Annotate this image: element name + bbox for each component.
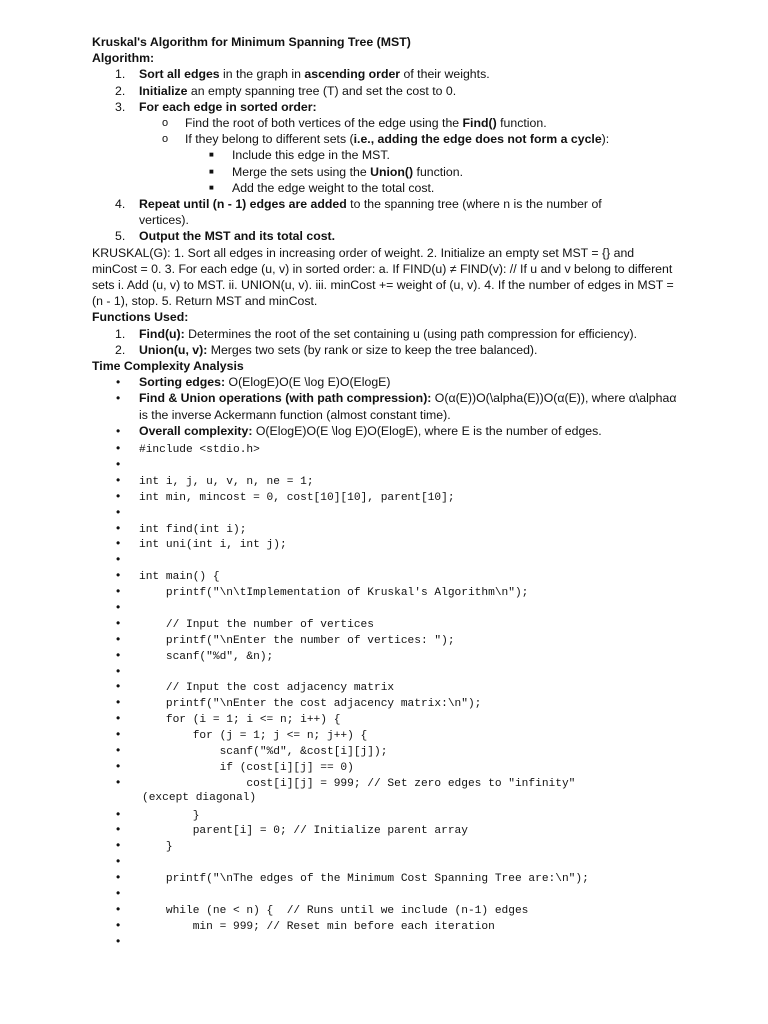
- bullet-icon: •: [116, 568, 121, 583]
- code-text: int min, mincost = 0, cost[10][10], parent[10];: [139, 491, 455, 504]
- code-text: min = 999; // Reset min before each iteration: [139, 920, 495, 933]
- bullet-icon: •: [116, 695, 121, 710]
- code-line: [92, 933, 682, 949]
- code-text: if (cost[i][j] == 0): [139, 761, 354, 774]
- complexity-label: Sorting edges:: [139, 375, 226, 390]
- complexity-label: Find & Union operations (with path compression):: [139, 391, 432, 406]
- square-bullet-icon: ■: [209, 182, 214, 192]
- bullet-icon: •: [116, 615, 121, 630]
- complexity-item: [92, 423, 682, 439]
- complexity-item: [92, 390, 682, 422]
- complexity-list: [92, 374, 682, 439]
- algorithm-step-continuation: [92, 212, 682, 228]
- sub-sub-step-text: Merge the sets using the: [232, 164, 371, 179]
- code-line: [92, 678, 682, 694]
- code-line: [92, 853, 682, 869]
- functions-heading: Functions Used:: [92, 310, 189, 325]
- code-text: scanf("%d", &cost[i][j]);: [139, 746, 388, 758]
- code-line: [92, 806, 682, 822]
- code-text: // Input the cost adjacency matrix: [139, 682, 395, 695]
- bullet-icon: •: [116, 758, 121, 773]
- bullet-icon: •: [116, 584, 121, 599]
- code-text: cost[i][j] = 999; // Set zero edges to "infinity": [139, 777, 576, 790]
- code-line: [92, 631, 682, 647]
- algorithm-step: [92, 99, 682, 115]
- code-line: [92, 504, 682, 520]
- code-line: [92, 520, 682, 536]
- code-text: printf("\nEnter the cost adjacency matrix:\n");: [139, 698, 482, 711]
- bullet-icon: •: [116, 679, 121, 694]
- sub-step-marker: o: [162, 133, 169, 146]
- bullet-icon: •: [116, 838, 121, 853]
- bullet-icon: •: [116, 375, 121, 390]
- bullet-icon: •: [116, 917, 121, 932]
- code-text: parent[i] = 0; // Initialize parent array: [139, 825, 468, 838]
- algorithm-sub-step: [92, 115, 682, 131]
- step-bold-text: Initialize: [139, 83, 188, 98]
- algorithm-sub-steps: [92, 115, 682, 196]
- code-text: printf("\nEnter the number of vertices: ");: [139, 634, 455, 647]
- code-line: [92, 488, 682, 504]
- document-title: Kruskal's Algorithm for Minimum Spanning Tree (MST): [92, 35, 411, 49]
- sub-step-text: If they belong to different sets (: [185, 132, 354, 147]
- code-text: }: [139, 809, 200, 822]
- bullet-icon: •: [116, 536, 121, 551]
- code-line: [92, 599, 682, 615]
- step-bold-text: Output the MST and its total cost.: [139, 229, 336, 244]
- code-line: [92, 901, 682, 917]
- code-line: [92, 710, 682, 726]
- bullet-icon: •: [116, 822, 121, 837]
- bullet-icon: •: [116, 901, 121, 916]
- code-line: [92, 742, 682, 758]
- complexity-item: [92, 374, 682, 390]
- code-text: for (j = 1; j <= n; j++) {: [139, 730, 368, 743]
- function-name: Union(u, v):: [139, 342, 208, 357]
- sub-sub-step-bold-text: Union(): [370, 164, 414, 179]
- function-number: 2.: [115, 342, 126, 357]
- step-bold-text: ascending order: [304, 67, 401, 82]
- code-text: scanf("%d", &n);: [139, 650, 274, 663]
- algorithm-sub-sub-step: [92, 164, 682, 180]
- bullet-icon: •: [116, 441, 121, 456]
- code-line: [92, 917, 682, 933]
- bullet-icon: •: [116, 663, 121, 678]
- bullet-icon: •: [116, 886, 121, 901]
- complexity-value: O(α(E))O(\alpha(E))O(α(E)), where α\alphaα is the inverse Ackermann function (almost constant time).: [139, 391, 677, 422]
- code-line: [92, 551, 682, 567]
- code-line: [92, 885, 682, 901]
- function-item: [92, 326, 682, 342]
- code-line: [92, 663, 682, 679]
- code-line: [92, 694, 682, 710]
- algorithm-step: [92, 66, 682, 82]
- code-line: [92, 583, 682, 599]
- bullet-icon: •: [116, 774, 121, 789]
- code-text: // Input the number of vertices: [139, 618, 374, 631]
- algorithm-step: [92, 228, 682, 244]
- step-text: vertices).: [139, 213, 189, 228]
- function-number: 1.: [115, 326, 126, 341]
- step-bold-text: For each edge in sorted order:: [139, 99, 317, 114]
- step-number: 3.: [115, 99, 126, 114]
- bullet-icon: •: [116, 854, 121, 869]
- algorithm-sub-sub-step: [92, 180, 682, 196]
- algorithm-step: [92, 83, 682, 99]
- code-line: [92, 456, 682, 472]
- square-bullet-icon: ■: [209, 166, 214, 176]
- function-name: Find(u):: [139, 326, 185, 341]
- complexity-value: O(Elog⁡E)O(E \log E)O(ElogE): [225, 375, 391, 390]
- step-text: an empty spanning tree (T) and set the cost to 0.: [187, 83, 457, 98]
- code-text: while (ne < n) { // Runs until we include (n-1) edges: [139, 904, 529, 917]
- bullet-icon: •: [116, 456, 121, 471]
- bullet-icon: •: [116, 472, 121, 487]
- bullet-icon: •: [116, 933, 121, 948]
- bullet-icon: •: [116, 391, 121, 406]
- bullet-icon: •: [116, 743, 121, 757]
- code-line: [92, 869, 682, 885]
- code-text: #include <stdio.h>: [139, 444, 260, 457]
- square-bullet-icon: ■: [209, 150, 214, 160]
- document: [92, 34, 682, 949]
- complexity-label: Overall complexity:: [139, 423, 253, 438]
- step-number: 4.: [115, 197, 126, 212]
- code-line: [92, 758, 682, 774]
- code-text: int uni(int i, int j);: [139, 539, 287, 552]
- code-wrap-continuation: (except diagonal): [142, 791, 257, 804]
- sub-step-text: ):: [601, 132, 610, 147]
- code-line: [92, 472, 682, 488]
- bullet-icon: •: [116, 870, 121, 885]
- sub-step-bold-text: Find(): [462, 116, 497, 131]
- code-line: [92, 615, 682, 631]
- step-text: in the graph in: [219, 67, 305, 82]
- code-text: }: [139, 841, 173, 854]
- function-description: Determines the root of the set containing u (using path compression for efficiency).: [184, 326, 638, 341]
- code-text: for (i = 1; i <= n; i++) {: [139, 714, 341, 727]
- bullet-icon: •: [116, 727, 121, 742]
- function-item: [92, 342, 682, 358]
- algorithm-sub-step: [92, 131, 682, 147]
- code-text: printf("\nThe edges of the Minimum Cost Spanning Tree are:\n");: [139, 873, 589, 886]
- bullet-icon: •: [116, 631, 121, 646]
- code-line: [92, 440, 682, 456]
- code-listing: [92, 440, 682, 949]
- code-line: [92, 774, 682, 790]
- step-text: to the spanning tree (where n is the number of: [346, 197, 602, 212]
- bullet-icon: •: [116, 806, 121, 821]
- bullet-icon: •: [116, 488, 121, 503]
- complexity-value: O(Elog⁡E)O(E \log E)O(ElogE), where E is the number of edges.: [252, 423, 602, 438]
- sub-step-marker: o: [162, 117, 169, 130]
- algorithm-sub-sub-step: [92, 147, 682, 163]
- algorithm-heading: Algorithm:: [92, 51, 155, 66]
- algorithm-steps: [92, 66, 682, 115]
- bullet-icon: •: [116, 647, 121, 662]
- sub-step-bold-text: i.e., adding the edge does not form a cycle: [353, 132, 602, 147]
- step-number: 1.: [115, 67, 126, 82]
- code-line: [92, 535, 682, 551]
- step-number: 2.: [115, 83, 126, 98]
- step-bold-text: Sort all edges: [139, 67, 220, 82]
- complexity-heading: Time Complexity Analysis: [92, 359, 244, 374]
- sub-sub-step-text: Include this edge in the MST.: [232, 148, 390, 163]
- bullet-icon: •: [116, 711, 121, 726]
- bullet-icon: •: [116, 552, 121, 567]
- kruskal-pseudocode-paragraph: KRUSKAL(G): 1. Sort all edges in increasing order of weight. 2. Initialize an empty set MST = {} and minCost = 0. 3. For each edge (u, v) in sorted order: a. If FIND(u) ≠ FIND(v): // If u and v belong to different sets i. Add (u, v) to MST. ii. UNION(u, v). iii. minCost += weight of (u, v). 4. If the number of edges in MST = (n - 1), stop. 5. Return MST and minCost.: [92, 245, 674, 309]
- bullet-icon: •: [116, 423, 121, 438]
- sub-sub-step-text: function.: [413, 164, 464, 179]
- code-line: [92, 567, 682, 583]
- function-description: Merges two sets (by rank or size to keep the tree balanced).: [207, 342, 538, 357]
- code-line: [92, 821, 682, 837]
- sub-step-text: Find the root of both vertices of the edge using the: [185, 116, 463, 131]
- sub-step-text: function.: [496, 116, 547, 131]
- bullet-icon: •: [116, 520, 121, 535]
- bullet-icon: •: [116, 599, 121, 614]
- code-line: [92, 726, 682, 742]
- code-text: int main() {: [139, 571, 220, 584]
- code-text: printf("\n\tImplementation of Kruskal's Algorithm\n");: [139, 587, 529, 600]
- code-line: [92, 647, 682, 663]
- step-text: of their weights.: [400, 67, 490, 82]
- algorithm-step: [92, 196, 682, 212]
- sub-sub-step-text: Add the edge weight to the total cost.: [232, 180, 435, 195]
- code-text: int find(int i);: [139, 523, 247, 536]
- step-number: 5.: [115, 229, 126, 244]
- functions-list: [92, 326, 682, 358]
- step-bold-text: Repeat until (n - 1) edges are added: [139, 197, 347, 212]
- code-line: [92, 837, 682, 853]
- bullet-icon: •: [116, 504, 121, 519]
- code-text: int i, j, u, v, n, ne = 1;: [139, 475, 314, 488]
